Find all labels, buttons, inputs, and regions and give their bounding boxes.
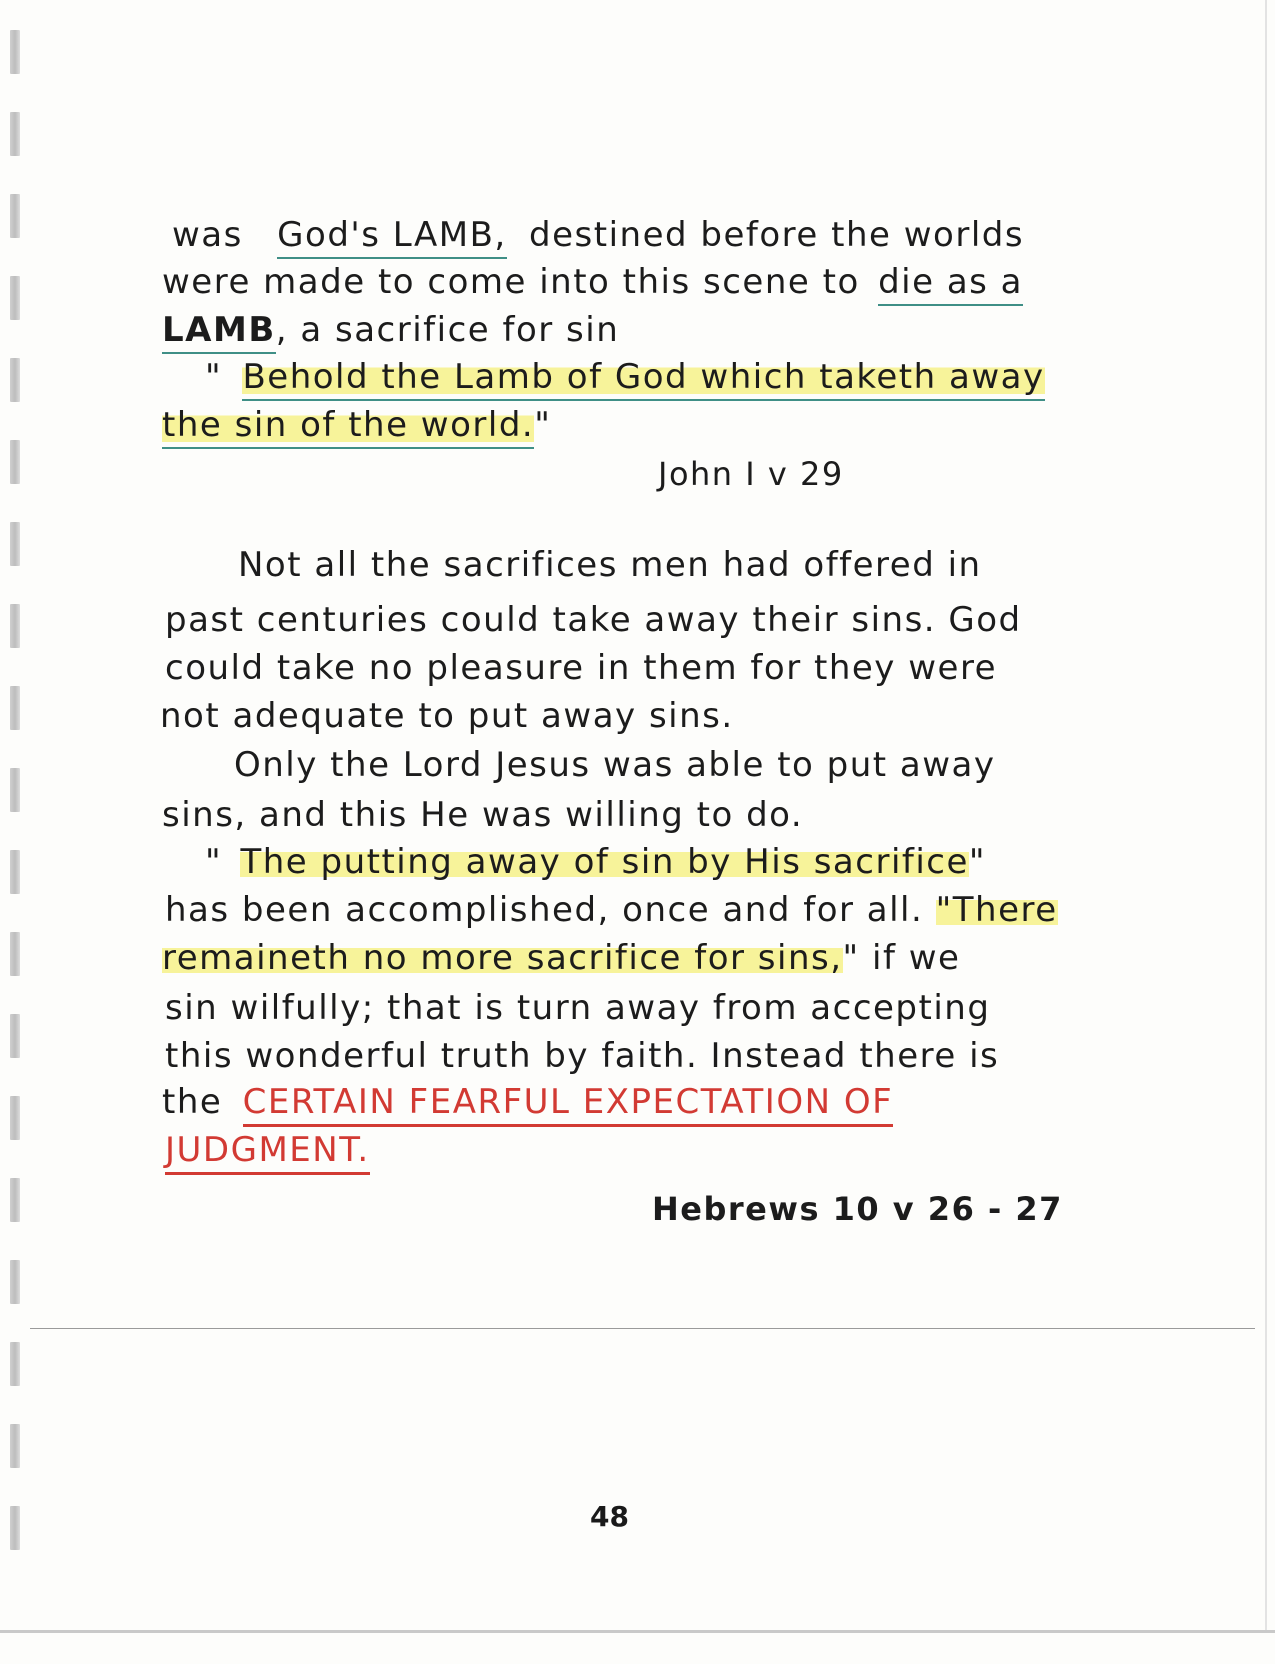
page-edge <box>1265 0 1267 1630</box>
text-line: Only the Lord Jesus was able to put away <box>234 745 996 785</box>
text-segment: was <box>172 215 243 255</box>
binding-hole <box>10 276 20 320</box>
red-emphasis-text: JUDGMENT. <box>165 1130 370 1175</box>
page-divider <box>30 1328 1255 1329</box>
underlined-text: LAMB <box>162 310 276 354</box>
binding-hole <box>10 440 20 484</box>
text-line: Not all the sacrifices men had offered in <box>238 545 982 585</box>
text-line <box>162 405 551 445</box>
text-line <box>162 262 1023 302</box>
binding-hole <box>10 1506 20 1550</box>
text-line <box>172 215 1024 255</box>
quote-mark: " <box>534 405 552 445</box>
binding-hole <box>10 768 20 812</box>
quote-mark: " <box>205 842 223 882</box>
scripture-reference: Hebrews 10 v 26 - 27 <box>652 1190 1063 1228</box>
text-segment: destined before the worlds <box>529 215 1025 255</box>
text-line <box>205 842 986 882</box>
binding-hole <box>10 1178 20 1222</box>
text-line: past centuries could take away their sins. God <box>165 600 1022 640</box>
highlighted-quote: remaineth no more sacrifice for sins, <box>162 938 843 978</box>
highlighted-quote: Behold the Lamb of God which taketh away <box>242 357 1044 401</box>
binding-hole <box>10 1096 20 1140</box>
binding-hole <box>10 1424 20 1468</box>
text-line: this wonderful truth by faith. Instead there is <box>165 1036 1000 1076</box>
text-line <box>162 1082 893 1122</box>
highlighted-quote: The putting away of sin by His sacrifice <box>240 842 969 882</box>
binding-hole <box>10 1014 20 1058</box>
text-segment: , a sacrifice for sin <box>275 310 620 350</box>
binding-hole <box>10 1342 20 1386</box>
text-line: not adequate to put away sins. <box>160 696 734 736</box>
highlighted-quote: "There <box>935 890 1058 930</box>
quote-mark: " <box>968 842 987 882</box>
binding-hole <box>10 358 20 402</box>
red-emphasis-text: CERTAIN FEARFUL EXPECTATION OF <box>243 1082 894 1127</box>
text-segment: " if we <box>842 938 961 978</box>
text-segment: were made to come into this scene to <box>162 262 860 302</box>
binding-hole <box>10 686 20 730</box>
underlined-text: die as a <box>878 262 1023 306</box>
highlighted-quote: the sin of the world. <box>162 405 534 449</box>
binding-hole <box>10 604 20 648</box>
text-line <box>162 938 960 978</box>
binding-hole <box>10 850 20 894</box>
binding-hole <box>10 522 20 566</box>
binding-hole <box>10 112 20 156</box>
text-line <box>162 310 619 350</box>
scripture-reference: John I v 29 <box>658 455 844 493</box>
binding-hole <box>10 932 20 976</box>
spiral-binding <box>8 30 28 1590</box>
binding-hole <box>10 194 20 238</box>
binding-hole <box>10 30 20 74</box>
text-line <box>205 357 1045 397</box>
text-line: sin wilfully; that is turn away from accepting <box>165 988 991 1028</box>
page-number: 48 <box>590 1500 629 1533</box>
quote-mark: " <box>205 357 223 397</box>
text-line: could take no pleasure in them for they were <box>165 648 998 688</box>
text-line <box>165 890 1058 930</box>
page-bottom-edge <box>0 1630 1275 1633</box>
text-line <box>165 1130 370 1170</box>
text-line: sins, and this He was willing to do. <box>162 795 804 835</box>
binding-hole <box>10 1260 20 1304</box>
underlined-text: God's LAMB, <box>277 215 507 259</box>
text-segment: the <box>162 1082 223 1122</box>
text-segment: has been accomplished, once and for all. <box>165 890 924 930</box>
